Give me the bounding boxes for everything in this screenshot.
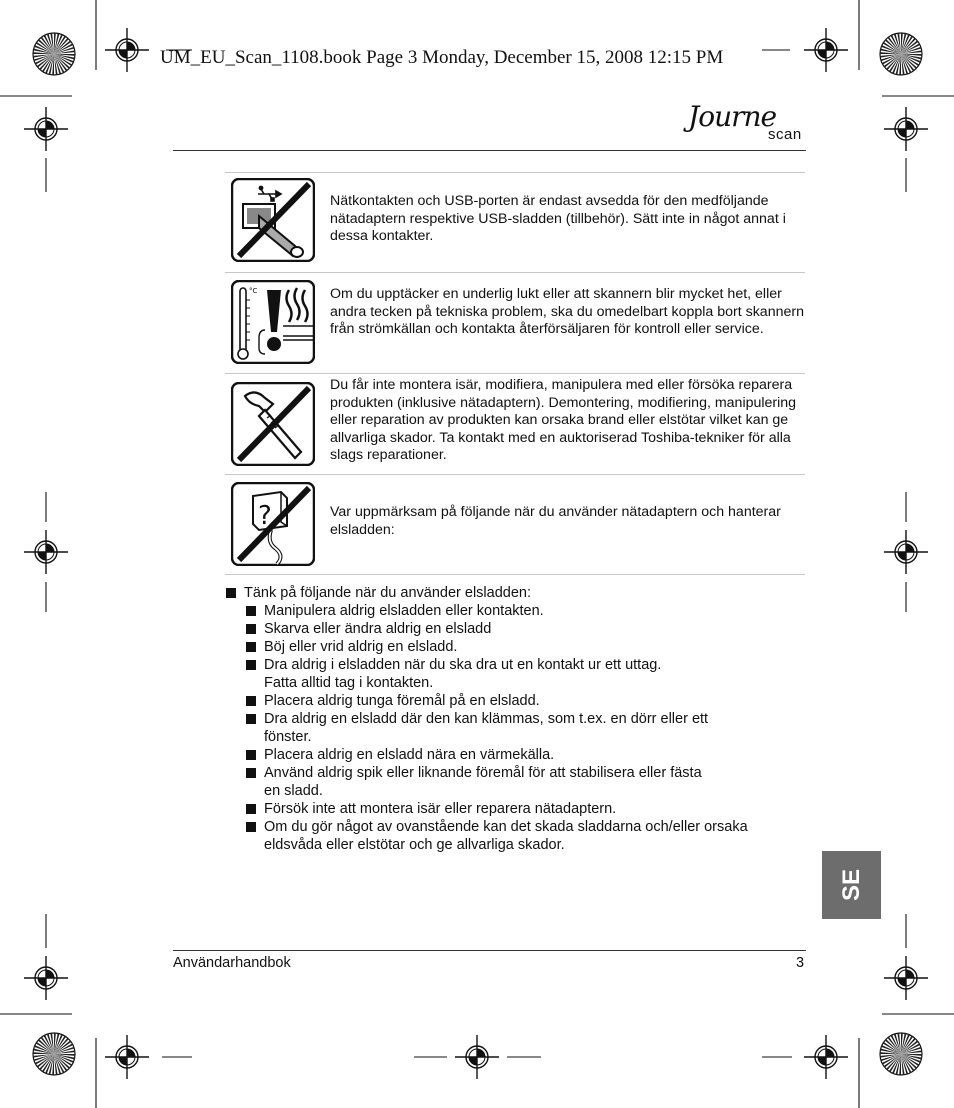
list-item-text: Om du gör något av ovanstående kan det skada sladdarna och/eller orsaka eldsvåda eller elstötar och ge allvarliga skador. (264, 819, 748, 853)
list-item (246, 620, 806, 638)
table-rule (225, 574, 805, 575)
table-rule (225, 272, 805, 273)
header-rule (173, 150, 806, 151)
warning-text: Du får inte montera isär, modifiera, manipulera med eller försöka reparera produkten (inklusive nätadaptern). Demontering, modifiering, manipulering eller reparation av produkten kan orsaka brand eller elstötar vilket kan ge allvarliga skador. Ta kontakt med en auktoriserad Toshiba-tekniker för alla slags reparationer. (330, 377, 797, 463)
bullet-square-icon (246, 606, 256, 616)
language-tab (822, 851, 881, 919)
bullet-square-icon (246, 660, 256, 670)
page-number: 3 (796, 955, 805, 971)
logo-script: Journe (688, 100, 777, 133)
bullet-square-icon (246, 714, 256, 724)
list-item (246, 710, 806, 746)
bullet-square-icon (246, 750, 256, 760)
bullet-square-icon (246, 696, 256, 706)
bullet-square-icon (246, 624, 256, 634)
table-rule (225, 474, 805, 475)
bullet-square-icon (246, 804, 256, 814)
table-rule (225, 373, 805, 374)
journe-scan-logo (684, 100, 808, 152)
bullet-square-icon (246, 768, 256, 778)
list-item-text: Försök inte att montera isär eller reparera nätadaptern. (264, 801, 617, 817)
list-item (246, 602, 806, 620)
list-item-text: Skarva eller ändra aldrig en elsladd (264, 621, 492, 637)
warning-text: Var uppmärksam på följande när du använder nätadaptern och hanterar elsladden: (330, 504, 781, 538)
wrench-prohibited-icon (231, 382, 315, 466)
list-item-text: Placera aldrig en elsladd nära en värmekälla. (264, 747, 555, 763)
adapter-prohibited-icon (231, 482, 315, 566)
list-item-text: Tänk på följande när du använder elsladden: (244, 585, 531, 601)
logo-word: scan (768, 126, 802, 143)
warning-text: Nätkontakten och USB-porten är endast avsedda för den medföljande nätadaptern respektive USB-sladden (tillbehör). Sätt inte in något annat i dessa kontakter. (330, 193, 786, 244)
list-item (246, 746, 806, 764)
bullet-square-icon (246, 822, 256, 832)
table-rule (225, 172, 805, 173)
svg-text:°C: °C (249, 287, 258, 295)
list-item-text: Manipulera aldrig elsladden eller kontakten. (264, 603, 544, 619)
overheat-warning-icon (231, 280, 315, 364)
list-item (246, 638, 806, 656)
list-item-text: Placera aldrig tunga föremål på en elsladd. (264, 693, 540, 709)
list-item (246, 764, 806, 800)
footer-rule (173, 950, 806, 951)
warning-text: Om du upptäcker en underlig lukt eller att skannern blir mycket het, eller andra tecken på tekniska problem, ska du omedelbart koppla bort skannern från strömkällan och kontakta återförsäljaren för kontroll eller service. (330, 286, 804, 337)
list-item-text: Dra aldrig i elsladden när du ska dra ut en kontakt ur ett uttag. Fatta alltid tag i kontakten. (264, 657, 662, 691)
language-tab-label: SE (837, 868, 865, 902)
list-item (246, 656, 806, 692)
bullet-square-icon (246, 642, 256, 652)
list-item-text: Använd aldrig spik eller liknande föremål för att stabilisera eller fästa en sladd. (264, 765, 702, 799)
list-item (246, 800, 806, 818)
list-item (246, 818, 806, 854)
svg-text:?: ? (258, 501, 272, 531)
list-item (246, 692, 806, 710)
usb-prohibited-icon (231, 178, 315, 262)
print-header: UM_EU_Scan_1108.book Page 3 Monday, December 15, 2008 12:15 PM (160, 47, 724, 68)
bullet-square-icon (226, 588, 236, 598)
footer-title: Användarhandbok (173, 955, 291, 971)
list-item-text: Böj eller vrid aldrig en elsladd. (264, 639, 458, 655)
list-item-text: Dra aldrig en elsladd där den kan klämmas, som t.ex. en dörr eller ett fönster. (264, 711, 709, 745)
list-item (226, 584, 806, 602)
cord-instructions-list (226, 584, 806, 854)
